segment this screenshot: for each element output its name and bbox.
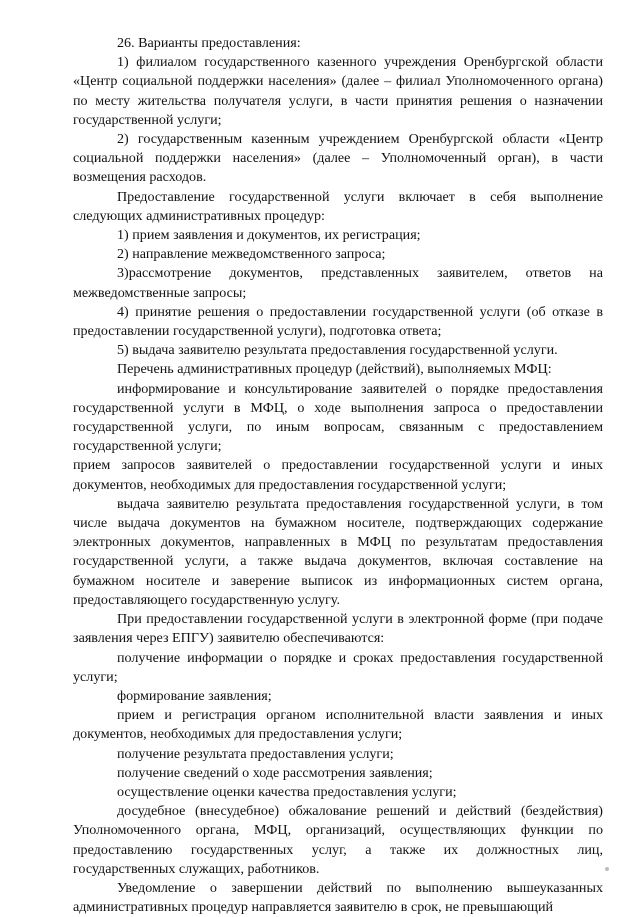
paragraph: получение результата предоставления услуги;	[117, 745, 394, 762]
paragraph: прием и регистрация органом исполнительной власти заявления и иных документов, необходимых для предоставления услуги;	[73, 707, 603, 743]
paragraph: 2) государственным казенным учреждением Оренбургской области «Центр социальной поддержки населения» (далее – Уполномоченный орган), в части возмещения расходов.	[73, 131, 603, 186]
paragraph: Перечень административных процедур (действий), выполняемых МФЦ:	[117, 361, 552, 378]
paragraph: 1) прием заявления и документов, их регистрация;	[117, 227, 421, 244]
paragraph: 5) выдача заявителю результата предоставления государственной услуги.	[117, 342, 558, 359]
paragraph: 1) филиалом государственного казенного учреждения Оренбургской области «Центр социальной поддержки населения» (далее – филиал Уполномоченного органа) по месту жительства получателя услуги, в части принятия решения о назначении государственной услуги;	[73, 54, 603, 128]
paragraph: прием запросов заявителей о предоставлении государственной услуги и иных документов, необходимых для предоставления государственной услуги;	[73, 457, 603, 493]
scan-speck	[605, 867, 609, 871]
paragraph: Предоставление государственной услуги включает в себя выполнение следующих административных процедур:	[73, 188, 603, 224]
paragraph: Уведомление о завершении действий по выполнению вышеуказанных административных процедур направляется заявителю в срок, не превышающий	[73, 879, 603, 916]
paragraph: При предоставлении государственной услуги в электронной форме (при подаче заявления через ЕПГУ) заявителю обеспечиваются:	[73, 611, 603, 647]
paragraph: формирование заявления;	[117, 687, 272, 704]
paragraph: 2) направление межведомственного запроса;	[117, 246, 386, 263]
paragraph: выдача заявителю результата предоставления государственной услуги, в том числе выдача документов на бумажном носителе, подтверждающих содержание электронных документов, направленных в МФЦ по результатам предоставления государственной услуги, а также выдача документов, включая составление на бумажном носителе и заверение выписок из информационных систем органа, предоставляющего государственную услугу.	[73, 495, 603, 608]
paragraph: 26. Варианты предоставления:	[117, 35, 301, 51]
paragraph: получение сведений о ходе рассмотрения заявления;	[117, 764, 433, 781]
paragraph: 3)рассмотрение документов, представленных заявителем, ответов на межведомственные запросы;	[73, 265, 603, 301]
document-body	[73, 34, 603, 917]
paragraph: 4) принятие решения о предоставлении государственной услуги (об отказе в предоставлении государственной услуги), подготовка ответа;	[73, 303, 603, 340]
paragraph: информирование и консультирование заявителей о порядке предоставления государственной услуги в МФЦ, о ходе выполнения запроса о предоставлении государственной услуги, по иным вопросам, связанным с предоставлением государственной услуги;	[73, 380, 603, 455]
paragraph: осуществление оценки качества предоставления услуги;	[117, 783, 457, 800]
paragraph: досудебное (внесудебное) обжалование решений и действий (бездействия) Уполномоченного органа, МФЦ, организаций, осуществляющих функции по предоставлению государственных услуг, а также их должностных лиц, государственных служащих, работников.	[73, 803, 603, 877]
paragraph: получение информации о порядке и сроках предоставления государственной услуги;	[73, 649, 603, 685]
